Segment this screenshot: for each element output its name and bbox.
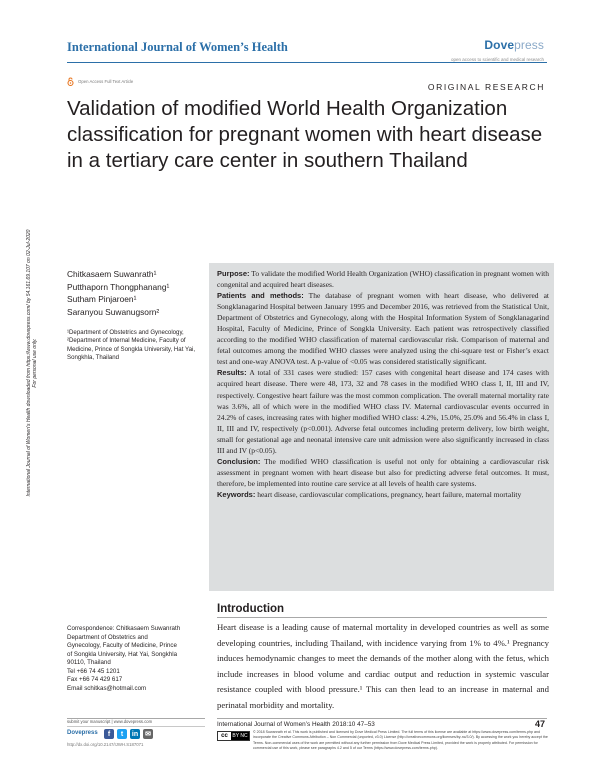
abstract-conclusion <box>217 456 549 489</box>
methods-text: The database of pregnant women with heart disease, who delivered at Songklanagarind Hospital between January 1995 and December 2016, was retrieved from the Statistical Unit, Department of Obstetrics and Gynecology, along with the Hospital Information System of Songklanagarind Hospital, Faculty of Medicine, Prince of Songkla University. Each patient was retrospectively classified according to the modified WHO classification of maternal cardiovascular risk. Comparison of maternal and fetal outcomes among the modified WHO classes were analyzed using the chi-square test or Fisher’s exact test and one-way ANOVA test. A p-value of <0.05 was considered statistically significant. <box>217 291 549 367</box>
open-access-row <box>67 77 133 86</box>
brand-suffix: press <box>514 38 544 52</box>
results-text: A total of 331 cases were studied: 157 cases with congenital heart disease and 174 cases with acquired heart disease. There were 48, 173, 32 and 78 cases in the modified WHO class I, II, III and IV, respectively. Congestive heart failure was the most common complication. The overall maternal mortality rate was 3.6%, all of which were in the modified WHO class IV. Maternal cardiovascular events occurred in 24.2% of cases, increasing rates with higher modified WHO class: 4.2%, 15.0%, 25.0% and 56.4% in class I, II, III and IV, respectively (p<0.001). Adverse fetal outcomes including preterm delivery, low birth weight, small for gestational age and neonatal intensive care unit admission were also significantly increased in class III and IV (p<0.05). <box>217 368 549 455</box>
correspondence-line: of Songkla University, Hat Yai, Songkhla <box>67 650 178 658</box>
linkedin-icon[interactable]: in <box>131 730 139 738</box>
doi-link[interactable]: http://dx.doi.org/10.2147/IJWH.S187071 <box>67 742 144 747</box>
introduction-heading: Introduction <box>217 603 285 615</box>
author-name: Saranyou Suwanugsorn² <box>67 306 160 317</box>
abstract-results <box>217 367 549 455</box>
purpose-label: Purpose: <box>217 269 250 278</box>
open-access-label: Open Access Full Text Article <box>78 79 134 84</box>
email-icon[interactable]: ✉ <box>143 729 153 739</box>
author-name: Sutham Pinjaroen¹ <box>67 294 137 305</box>
footer-brand[interactable]: Dovepress <box>67 730 98 736</box>
license-text: © 2018 Suwanrath et al. This work is published and licensed by Dove Medical Press Limited. The full terms of this license are available at https://www.dovepress.com/terms.php and incorporate the Creative Commons Attribution – Non Commercial (unported, v3.0) License (http://creativecommons.org/licenses/by-nc/3.0/). By accessing the work you hereby accept the Terms. Non-commercial uses of the work are permitted without any further permission from Dove Medical Press Limited, provided the work is properly attributed. For permission for commercial use of this work, please see paragraphs 4.2 and 5 of our Terms (https://www.dovepress.com/terms.php). <box>253 730 548 751</box>
submit-manuscript-link[interactable]: submit your manuscript | www.dovepress.com <box>67 719 153 724</box>
correspondence-block <box>67 625 205 693</box>
author-list <box>67 268 207 318</box>
correspondence-line: Gynecology, Faculty of Medicine, Prince <box>67 642 177 649</box>
brand-main: Dove <box>484 38 515 52</box>
keywords-label: Keywords: <box>217 489 256 499</box>
cc-by-nc-icon: BY NC <box>232 733 248 739</box>
correspondence-line: Department of Obstetrics and <box>67 633 148 641</box>
section-label: ORIGINAL RESEARCH <box>427 82 545 92</box>
header-divider <box>67 62 547 63</box>
journal-name: International Journal of Women’s Health <box>67 40 288 54</box>
methods-label: Patients and methods: <box>217 291 304 301</box>
abstract-purpose <box>217 268 549 290</box>
social-links <box>104 729 153 739</box>
results-label: Results: <box>217 368 247 378</box>
twitter-icon[interactable]: t <box>117 729 127 739</box>
open-access-icon <box>67 77 74 86</box>
abstract <box>217 268 549 500</box>
page-number: 47 <box>534 719 545 729</box>
conclusion-text: The modified WHO classification is useful not only for obtaining a cardiovascular risk assessment in pregnant women with heart disease but also for predicting adverse fetal outcomes. It must, therefore, be implemented into routine care service at all levels of health care systems. <box>217 456 549 488</box>
publisher-logo[interactable] <box>484 38 544 52</box>
correspondence-line: Correspondence: Chitkasaem Suwanrath <box>67 625 181 632</box>
facebook-icon[interactable]: f <box>104 729 114 739</box>
correspondence-email[interactable]: Email schitkas@hotmail.com <box>67 684 147 692</box>
footer-divider-left-2 <box>67 726 205 727</box>
author-name: Putthaporn Thongphanang¹ <box>67 281 170 292</box>
download-note-line1: International Journal of Women's Health downloaded from https://www.dovepress.com/ by 54.161.69.107 on 02-Jul-2020 <box>26 229 32 497</box>
introduction-body: Heart disease is a leading cause of maternal mortality in developed countries as well as some developing countries, including Thailand, with incidence varying from 1% to 4%.¹ Pregnancy induces hemodynamic changes to meet the demands of the mother along with the fetus, which include increases in blood volume and cardiac output and reduction in systemic vascular resistance coupled with blood pressure.¹ This can then lead to an increase in maternal and perinatal morbidity and mortality. <box>217 622 549 710</box>
affiliations: ¹Department of Obstetrics and Gynecology, ²Department of Internal Medicine, Faculty of Medicine, Prince of Songkla University, Hat Yai, Songkhla, Thailand <box>67 329 196 362</box>
download-note-line2: For personal use only. <box>32 338 39 388</box>
footer-citation: International Journal of Women’s Health 2018:10 47–53 <box>217 721 375 728</box>
correspondence-line: 90110, Thailand <box>67 659 111 666</box>
download-watermark <box>26 128 48 598</box>
correspondence-line: Tel +66 74 45 1201 <box>67 667 120 675</box>
introduction-divider <box>217 617 547 618</box>
correspondence-line: Fax +66 74 429 617 <box>67 676 123 683</box>
footer-divider-right <box>217 718 547 719</box>
publisher-tagline: open access to scientific and medical research <box>450 57 544 62</box>
cc-icon: cc <box>218 732 231 740</box>
cc-license-badge[interactable] <box>217 731 250 741</box>
purpose-text: To validate the modified World Health Organization (WHO) classification in pregnant women with congenital and acquired heart diseases. <box>217 269 549 290</box>
conclusion-label: Conclusion: <box>217 456 261 466</box>
abstract-methods <box>217 290 549 367</box>
author-name: Chitkasaem Suwanrath¹ <box>67 269 157 279</box>
article-title: Validation of modified World Health Organization classification for pregnant women with heart disease in a tertiary care center in southern Thailand <box>67 97 543 172</box>
keywords-text: heart disease, cardiovascular complications, pregnancy, heart failure, maternal mortality <box>257 489 522 499</box>
abstract-keywords <box>217 489 549 500</box>
